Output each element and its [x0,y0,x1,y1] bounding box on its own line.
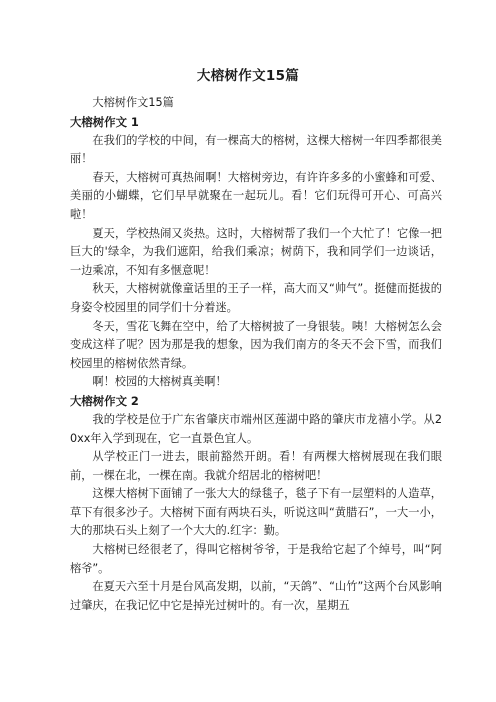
page-title: 大榕树作文15篇 [196,68,300,84]
paragraph: 在我们的学校的中间，有一棵高大的榕树，这棵大榕树一年四季都很美丽！ [70,133,442,166]
paragraph: 大榕树已经很老了，得叫它榕树爷爷，于是我给它起了个绰号，叫“阿榕爷”。 [70,543,442,575]
section-heading: 大榕树作文 1 [70,114,139,129]
document-subtitle: 大榕树作文15篇 [92,96,174,109]
paragraph: 我的学校是位于广东省肇庆市端州区莲湖中路的肇庆市龙禧小学。从20xx年入学到现在，它一直景色宜人。 [70,412,442,445]
paragraph: 春天，大榕树可真热闹啊！大榕树旁边，有许许多多的小蜜蜂和可爱、美丽的小蝴蝶，它们早早就聚在一起玩儿。看！它们玩得可开心、可高兴啦！ [70,170,442,221]
document-body [70,94,442,615]
paragraph: 秋天，大榕树就像童话里的王子一样，高大而又“帅气”。挺健而挺拔的身姿令校园里的同学们十分着迷。 [70,282,442,314]
paragraph: 啊！校园的大榕树真美啊！ [92,375,227,389]
paragraph: 冬天，雪花飞舞在空中，给了大榕树披了一身银装。咦！大榕树怎么会变成这样了呢？因为那是我的想象，因为我们南方的冬天不会下雪，而我们校园里的榕树依然青绿。 [70,319,442,370]
paragraph: 这棵大榕树下面铺了一张大大的绿毯子，毯子下有一层塑料的人造草，草下有很多沙子。大榕树下面有两块石头，听说这叫“黄腊石”，一大一小，大的那块石头上刻了一个大大的.红字：勤。 [70,487,442,538]
paragraph: 在夏天六至十月是台风高发期，以前，“天鸽”、“山竹”这两个台风影响过肇庆，在我记忆中它是掉光过树叶的。有一次，星期五 [70,580,442,612]
paragraph: 夏天，学校热闹又炎热。这时，大榕树帮了我们一个大忙了！它像一把巨大的'绿伞，为我们遮阳，给我们乘凉；树荫下，我和同学们一边谈话，一边乘凉，不知有多惬意呢！ [70,226,442,277]
paragraph: 从学校正门一进去，眼前豁然开朗。看！有两棵大榕树展现在我们眼前，一棵在北，一棵在南。我就介绍居北的榕树吧！ [70,450,442,482]
section-heading: 大榕树作文 2 [70,393,139,408]
